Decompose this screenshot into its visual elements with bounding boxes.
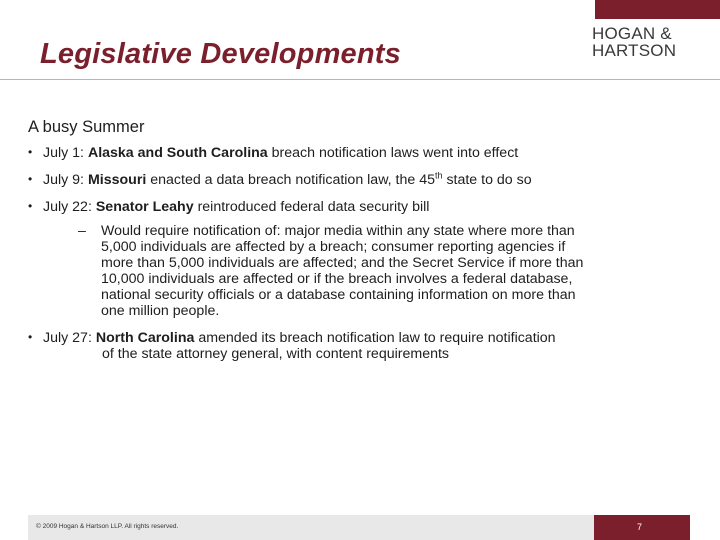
company-logo <box>592 25 692 59</box>
logo-line-2: HARTSON <box>592 41 677 60</box>
footer-bar <box>28 515 594 540</box>
sub-bullet-line: 10,000 individuals are affected or if the breach involves a federal database, <box>101 271 573 287</box>
bullet-text-end: state to do so <box>442 172 532 188</box>
bullet-date: July 9: <box>43 172 88 188</box>
bullet-text: enacted a data breach notification law, the 45 <box>146 172 435 188</box>
logo-line-1: HOGAN & <box>592 24 672 43</box>
bullet-text: amended its breach notification law to require notification <box>194 330 556 346</box>
ordinal-suffix: th <box>434 170 443 181</box>
copyright-notice: © 2009 Hogan & Hartson LLP. All rights reserved. <box>36 523 179 530</box>
title-divider <box>0 79 720 80</box>
sub-bullet-line: 5,000 individuals are affected by a breach; consumer reporting agencies if <box>101 239 566 255</box>
bullet-emphasis: Senator Leahy <box>95 199 194 215</box>
bullet-item-july-22 <box>28 199 668 215</box>
header-accent-block <box>595 0 720 19</box>
bullet-emphasis: Missouri <box>87 172 147 188</box>
page-number-box <box>594 515 690 540</box>
dash-icon: – <box>78 223 86 239</box>
sub-bullet-line: Would require notification of: major media within any state where more than <box>101 223 575 239</box>
bullet-continuation: of the state attorney general, with content requirements <box>102 346 450 362</box>
slide-title: Legislative Developments <box>40 38 401 70</box>
sub-bullet-line: more than 5,000 individuals are affected; and the Secret Service if more than <box>101 255 584 271</box>
bullet-text: reintroduced federal data security bill <box>193 199 430 215</box>
bullet-item-july-1 <box>28 145 668 161</box>
bullet-item-july-9 <box>28 172 668 188</box>
bullet-date: July 27: <box>43 330 96 346</box>
sub-bullet-line: one million people. <box>101 303 220 319</box>
bullet-icon: • <box>28 172 33 186</box>
bullet-icon: • <box>28 145 33 159</box>
page-number: 7 <box>637 522 643 532</box>
bullet-item-july-27 <box>28 330 668 362</box>
bullet-emphasis: Alaska and South Carolina <box>87 145 268 161</box>
bullet-list <box>28 145 668 373</box>
bullet-icon: • <box>28 199 33 213</box>
bullet-date: July 1: <box>43 145 88 161</box>
sub-bullet-leahy-bill-details <box>78 223 668 319</box>
bullet-date: July 22: <box>43 199 96 215</box>
sub-bullet-line: national security officials or a database containing information on more than <box>101 287 576 303</box>
slide-subtitle: A busy Summer <box>28 118 145 136</box>
bullet-icon: • <box>28 330 33 344</box>
bullet-emphasis: North Carolina <box>95 330 195 346</box>
bullet-text: breach notification laws went into effect <box>267 145 519 161</box>
